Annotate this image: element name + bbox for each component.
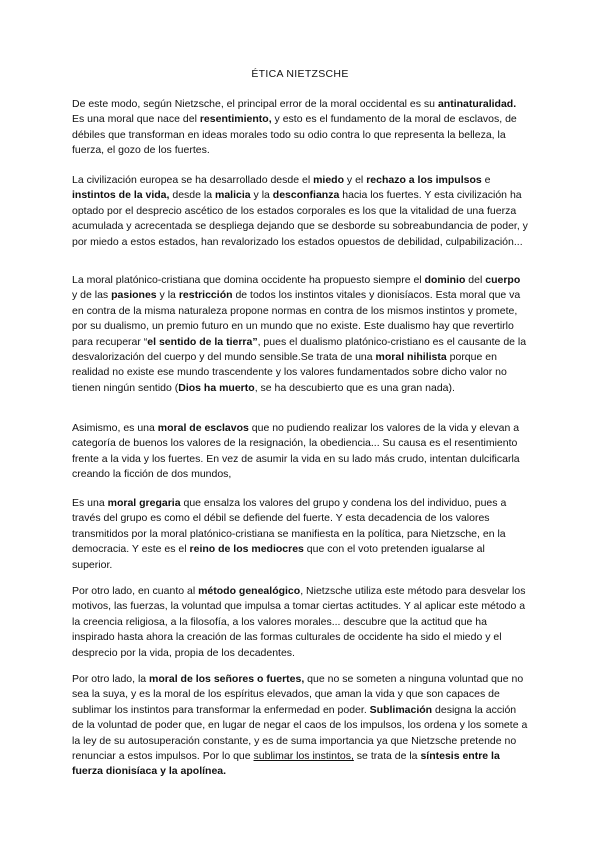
text: se trata de la — [353, 750, 421, 763]
bold-term: antinaturalidad. — [437, 98, 517, 110]
paragraph-1 — [72, 97, 528, 159]
text: e — [481, 174, 491, 186]
bold-term: Sublimación — [369, 703, 433, 716]
paragraph-2 — [72, 173, 528, 250]
bold-term: miedo — [313, 174, 344, 186]
text: , se ha descubierto que es una gran nada). — [254, 381, 455, 394]
text: Por otro lado, la — [72, 673, 150, 685]
bold-term: dominio — [424, 274, 466, 286]
text: designa la acción de la voluntad de poder que, en lugar de negar el caos de los impulsos, los ordena y los somete a la ley de su autosuperación constante, y es de suma importancia ya que Nietzsche pretende no renunciar a estos impulsos. Por lo que — [72, 703, 528, 763]
bold-term: instintos de la vida, — [72, 189, 170, 202]
text: y de las — [72, 289, 112, 302]
text: y esto es el fundamento de la moral de esclavos, de débiles que transforman en ideas morales todo su odio contra lo que representa la belleza, la fuerza, el gozo de los fuertes. — [72, 113, 517, 157]
text: Asimismo, es una — [72, 422, 158, 434]
text: De este modo, según Nietzsche, el principal error de la moral occidental es su — [72, 98, 438, 110]
bold-term: Dios ha muerto — [178, 381, 255, 394]
text: que ensalza los valores del grupo y condena los del individuo, pues a través del grupo es como el débil se defiende del fuerte. Y esta decadencia de los valores transmitidos por la moral platónico-cristiana se manifiesta en la política, para Nietzsche, en la democracia. Y este es el — [72, 497, 507, 556]
text: , Nietzsche utiliza este método para desvelar los motivos, las fuerzas, la voluntad que impulsa a tomar ciertas actitudes. Y al aplicar este método a la creencia religiosa, a la filosofía, a los valores morales... descubre que la actitud que ha inspirado hasta ahora la creación de las formas culturales de occidente ha sido el miedo y el desprecio por la vida, propia de los decadentes. — [72, 585, 526, 659]
bold-term: moral de los señores o fuertes, — [149, 673, 305, 685]
text: del — [465, 274, 486, 286]
bold-term: resentimiento, — [199, 113, 272, 126]
text: , pues el dualismo platónico-cristiano es el causante de la desvalorización del cuerpo y del mundo sensible.Se trata de una — [72, 335, 527, 364]
paragraph-4 — [72, 421, 528, 483]
text: y la — [250, 189, 273, 202]
bold-term: malicia — [215, 189, 251, 202]
text: y la — [156, 289, 179, 302]
bold-term: moral nihilista — [375, 351, 447, 364]
bold-term: cuerpo — [485, 274, 521, 286]
paragraph-6 — [72, 584, 528, 661]
text: de todos los instintos vitales y dionisíacos. Esta moral que va en contra de la misma naturaleza propone normas en contra de los mismos instintos y promete, por su dualismo, un premio futuro en un mundo que no existe. Este dualismo hay que revertirlo para recuperar “ — [72, 289, 521, 348]
text: que no pudiendo realizar los valores de la vida y elevan a categoría de buenos los valores de la resignación, la obediencia... Su causa es el resentimiento frente a la vida y los fuertes. En vez de asumir la vida en su lado más crudo, intentan dulcificarla creando la ficción de dos mundos, — [72, 422, 520, 481]
text: que con el voto pretenden igualarse al superior. — [72, 543, 485, 571]
text: y el — [344, 174, 367, 186]
bold-term: el sentido de la tierra” — [147, 335, 258, 348]
bold-term: método genealógico — [198, 585, 301, 597]
bold-term: rechazo a los impulsos — [366, 174, 482, 186]
text: La civilización europea se ha desarrollado desde el — [72, 174, 314, 186]
bold-term: moral gregaria — [107, 497, 181, 509]
text: desde la — [169, 189, 215, 202]
paragraph-7 — [72, 672, 528, 780]
bold-term: desconfianza — [272, 189, 340, 202]
paragraph-3 — [72, 273, 528, 396]
text: hacia los fuertes. Y esta civilización ha optado por el desprecio ascético de los estados corporales es los que la vitalidad de una fuerza acumulada y acrecentada se despliega dejando que se desborde su sobreabundancia de poder, y por miedo a estos estados, han revalorizado los estados opuestos de debilidad, culpabilización... — [72, 189, 528, 248]
text: Es una — [72, 497, 108, 509]
text: Por otro lado, en cuanto al — [72, 585, 199, 597]
bold-term: síntesis entre la fuerza dionisíaca y la apolínea. — [72, 750, 500, 778]
bold-term: restricción — [178, 289, 233, 302]
bold-term: reino de los mediocres — [189, 543, 304, 556]
text: Es una moral que nace del — [72, 113, 200, 126]
bold-term: pasiones — [111, 289, 157, 302]
paragraph-5 — [72, 496, 528, 573]
underlined-term: sublimar los instintos, — [253, 750, 354, 763]
text: porque en realidad no existe ese mundo trascendente y los valores fundamentados sobre dicho valor no tienen ningún sentido ( — [72, 351, 507, 394]
text: que no se someten a ninguna voluntad que no sea la suya, y es la moral de los espíritus elevados, que aman la vida y que son capaces de sublimar los instintos para transformar la enfermedad en poder. — [72, 673, 524, 716]
bold-term: moral de esclavos — [157, 422, 249, 434]
text: La moral platónico-cristiana que domina occidente ha propuesto siempre el — [72, 274, 425, 286]
document-title: ÉTICA NIETZSCHE — [251, 68, 349, 80]
